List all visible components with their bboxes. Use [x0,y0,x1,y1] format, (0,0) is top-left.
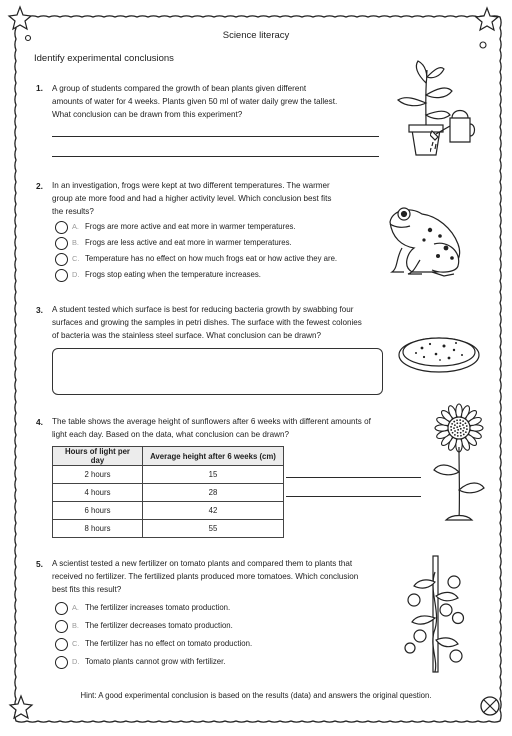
option-letter: C. [72,639,80,648]
sunflower-seed [454,430,456,432]
hint-text: Hint: A good experimental conclusion is based on the results (data) and answers the original question. [80,691,432,700]
option-text: Frogs stop eating when the temperature increases. [85,270,261,279]
watering-can-icon [430,104,480,159]
question-2-number: 2. [36,181,43,191]
frog-icon [382,200,477,280]
question-3-line: A student tested which surface is best for reducing bacteria growth by swabbing four [52,305,354,314]
radio-circle[interactable] [55,638,68,651]
table-cell: 28 [143,484,284,502]
question-5-line: best fits this result? [52,585,122,594]
question-4-line: light each day. Based on the data, what conclusion can be drawn? [52,430,289,439]
sunflower-seed [460,435,462,437]
sunflower-seed [452,432,454,434]
question-1-text [52,82,337,121]
option-text: The fertilizer decreases tomato production. [85,621,233,630]
sunflower-seed [462,424,464,426]
question-5-number: 5. [36,559,43,569]
sunflower-seed [457,435,459,437]
question-4-text [52,415,371,441]
table-row [53,502,284,520]
table-cell: 55 [143,520,284,538]
question-2-line: the results? [52,207,94,216]
radio-circle[interactable] [55,620,68,633]
question-5-text [52,557,358,596]
page-title: Science literacy [222,30,290,41]
sunflower-seed [454,424,456,426]
answer-box-3[interactable] [52,348,383,395]
option-letter: C. [72,254,80,263]
question-4-line: The table shows the average height of sunflowers after 6 weeks with different amounts of [52,417,371,426]
question-1-line: amounts of water for 4 weeks. Plants given 50 ml of water daily grew the tallest. [52,97,338,106]
sunflower-seed [462,420,464,422]
sunflower-seed [454,434,456,436]
sunflower-seed [457,429,459,431]
sunflower-seed [466,425,468,427]
sunflower-seed [465,422,467,424]
sunflower-seed [456,422,458,424]
table-cell: 2 hours [53,466,143,484]
option-letter: D. [72,270,80,279]
radio-circle[interactable] [55,656,68,669]
page-subtitle: Identify experimental conclusions [34,53,174,64]
question-1-line: What conclusion can be drawn from this experiment? [52,110,243,119]
table-cell: 6 hours [53,502,143,520]
question-5-line: A scientist tested a new fertilizer on tomato plants and compared them to plants that [52,559,353,568]
option-text: The fertilizer increases tomato production. [85,603,231,612]
sunflower-seed [459,425,461,427]
petri-dish-icon [394,328,484,378]
option-letter: B. [72,621,79,630]
question-1-number: 1. [36,83,43,93]
sunflower-seed [450,429,452,431]
sunflower-seed [451,423,453,425]
table-row [53,466,284,484]
sunflower-seed [459,419,461,421]
option-text: Frogs are more active and eat more in warmer temperatures. [85,222,296,231]
table-row [53,520,284,538]
radio-circle[interactable] [55,269,68,282]
sunflower-seed [466,428,468,430]
sunflower-seed [463,427,465,429]
question-3-line: of bacteria was the stainless steel surface. What conclusion can be drawn? [52,331,322,340]
answer-line-4a[interactable] [286,477,421,478]
tomato-plant-icon [398,552,478,678]
star-icon-top-left [9,7,31,29]
table-row [53,484,284,502]
sunflower-seed [460,428,462,430]
question-1-line: A group of students compared the growth of bean plants given different [52,84,307,93]
sunflower-seed [456,426,458,428]
question-2-line: group ate more food and had a higher activity level. Which conclusion best fits [52,194,332,203]
table-cell: 8 hours [53,520,143,538]
question-4-number: 4. [36,417,43,427]
table-header-cell: Average height after 6 weeks (cm) [143,447,284,466]
option-text: Temperature has no effect on how much frogs eat or how active they are. [85,254,338,263]
sunflower-seed [453,427,455,429]
sunflower-seed [462,430,464,432]
answer-line-1b[interactable] [52,156,379,157]
sunflower-seed [453,421,455,423]
sunflower-seed [456,419,458,421]
table-header-row [53,447,284,466]
answer-line-4b[interactable] [286,496,421,497]
sunflower-seed [457,432,459,434]
answer-line-1a[interactable] [52,136,379,137]
question-5-line: received no fertilizer. The fertilized plants produced more tomatoes. Which conclusion [52,572,359,581]
sunflower-seed [460,432,462,434]
sunflower-data-table [52,446,284,538]
table-cell: 15 [143,466,284,484]
question-2-line: In an investigation, frogs were kept at two different temperatures. The warmer [52,181,330,190]
radio-circle[interactable] [55,237,68,250]
sunflower-seed [460,422,462,424]
radio-circle[interactable] [55,253,68,266]
option-text: The fertilizer has no effect on tomato production. [85,639,253,648]
sunflower-seed [463,434,465,436]
option-text: Frogs are less active and eat more in warmer temperatures. [85,238,292,247]
sunflower-icon [428,402,490,528]
sunflower-seed [465,431,467,433]
sunflower-seed [450,426,452,428]
star-icon-top-right [476,8,498,30]
option-letter: A. [72,603,79,612]
question-3-number: 3. [36,305,43,315]
table-cell: 4 hours [53,484,143,502]
radio-circle[interactable] [55,221,68,234]
option-text: Tomato plants cannot grow with fertilizer. [85,657,226,666]
option-letter: D. [72,657,80,666]
table-cell: 42 [143,502,284,520]
question-3-line: surfaces and growing the samples in petri dishes. The surface with the fewest colonies [52,318,362,327]
question-3-text [52,303,362,342]
question-2-text [52,179,331,218]
option-letter: B. [72,238,79,247]
table-header-cell: Hours of light per day [53,447,143,466]
option-letter: A. [72,222,79,231]
radio-circle[interactable] [55,602,68,615]
